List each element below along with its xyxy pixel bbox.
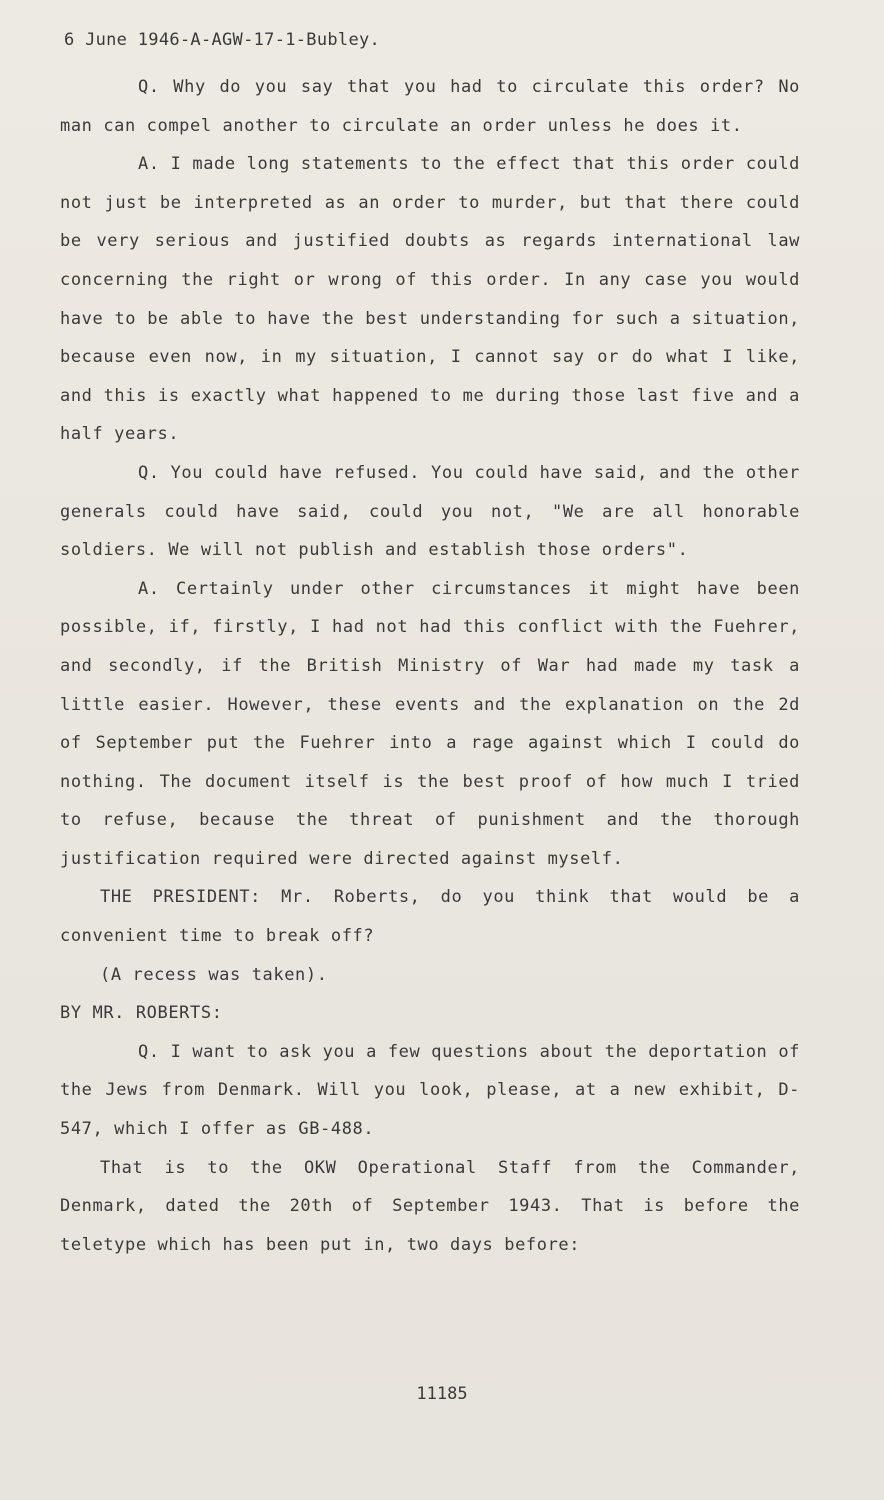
exhibit-description: That is to the OKW Operational Staff from the Commander, Denmark, dated the 20th of September 1943. That is before the teletype which has been put in, two days before: [60,1157,800,1255]
transcript-body [60,68,800,1264]
question-paragraph: Q. You could have refused. You could have said, and the other generals could have said, could you not, "We are all honorable soldiers. We will not publish and establish those orders". [60,462,800,561]
question-paragraph: Q. Why do you say that you had to circulate this order? No man can compel another to circulate an order unless he does it. [60,77,800,136]
question-paragraph: Q. I want to ask you a few questions about the deportation of the Jews from Denmark. Will you look, please, at a new exhibit, D-547, which I offer as GB-488. [60,1041,800,1140]
recess-note: (A recess was taken). [100,964,328,985]
page-number: 11185 [416,1384,468,1404]
answer-paragraph: A. I made long statements to the effect that this order could not just be interpreted as an order to murder, but that there could be very serious and justified doubts as regards international law concerning the right or wrong of this order. In any case you would have to be able to have the best understanding for such a situation, because even now, in my situation, I cannot say or do what I like, and this is exactly what happened to me during those last five and a half years. [60,154,800,445]
answer-paragraph: A. Certainly under other circumstances it might have been possible, if, firstly, I had not had this conflict with the Fuehrer, and secondly, if the British Ministry of War had made my task a little easier. However, these events and the explanation on the 2d of September put the Fuehrer into a rage against which I could do nothing. The document itself is the best proof of how much I tried to refuse, because the threat of punishment and the thorough justification required were directed against myself. [60,578,800,869]
examiner-heading: BY MR. ROBERTS: [60,1003,223,1024]
president-statement: THE PRESIDENT: Mr. Roberts, do you think that would be a convenient time to break off? [60,887,800,947]
document-header: 6 June 1946-A-AGW-17-1-Bubley. [64,30,381,50]
